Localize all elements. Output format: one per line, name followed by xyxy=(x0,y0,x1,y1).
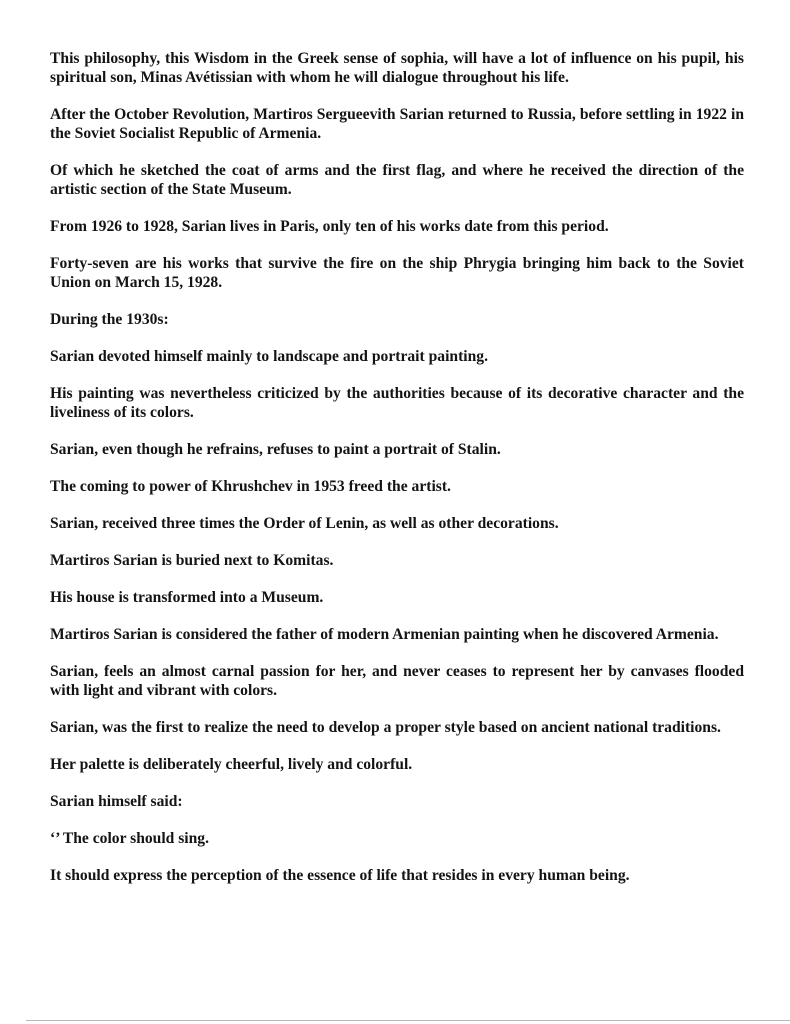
paragraph-order-of-lenin: Sarian, received three times the Order of Lenin, as well as other decorations. xyxy=(50,515,559,532)
paragraph-criticized: His painting was nevertheless criticized by the authorities because of its decorative character and the liveliness of its colors. xyxy=(50,385,744,421)
paragraph-sarian-said: Sarian himself said: xyxy=(50,793,183,810)
paragraph-phrygia-fire: Forty-seven are his works that survive the fire on the ship Phrygia bringing him back to the Soviet Union on March 15, 1928. xyxy=(50,255,744,291)
page-bottom-edge-line xyxy=(26,1020,790,1021)
paragraph-sophia-influence: This philosophy, this Wisdom in the Greek sense of sophia, will have a lot of influence on his pupil, his spiritual son, Minas Avétissian with whom he will dialogue throughout his life. xyxy=(50,50,744,86)
paragraph-house-museum: His house is transformed into a Museum. xyxy=(50,589,324,606)
body-text xyxy=(50,49,744,903)
paragraph-quote-color-sing: ‘’ The color should sing. xyxy=(50,830,210,847)
paragraph-national-style: Sarian, was the first to realize the need to develop a proper style based on ancient national traditions. xyxy=(50,719,721,736)
paragraph-buried-komitas: Martiros Sarian is buried next to Komitas. xyxy=(50,552,334,569)
paragraph-khrushchev: The coming to power of Khrushchev in 1953 freed the artist. xyxy=(50,478,451,495)
paragraph-1930s-heading: During the 1930s: xyxy=(50,311,169,328)
paragraph-carnal-passion: Sarian, feels an almost carnal passion for her, and never ceases to represent her by canvases flooded with light and vibrant with colors. xyxy=(50,663,744,699)
paragraph-palette: Her palette is deliberately cheerful, lively and colorful. xyxy=(50,756,413,773)
paragraph-landscape-portrait: Sarian devoted himself mainly to landscape and portrait painting. xyxy=(50,348,488,365)
paragraph-coat-of-arms: Of which he sketched the coat of arms and the first flag, and where he received the direction of the artistic section of the State Museum. xyxy=(50,162,744,198)
paragraph-october-revolution: After the October Revolution, Martiros Sergueevith Sarian returned to Russia, before settling in 1922 in the Soviet Socialist Republic of Armenia. xyxy=(50,106,744,142)
paragraph-paris-years: From 1926 to 1928, Sarian lives in Paris, only ten of his works date from this period. xyxy=(50,218,609,235)
paragraph-stalin-portrait: Sarian, even though he refrains, refuses to paint a portrait of Stalin. xyxy=(50,441,501,458)
paragraph-father-of-painting: Martiros Sarian is considered the father of modern Armenian painting when he discovered Armenia. xyxy=(50,626,719,643)
paragraph-quote-essence-of-life: It should express the perception of the essence of life that resides in every human being. xyxy=(50,867,630,884)
